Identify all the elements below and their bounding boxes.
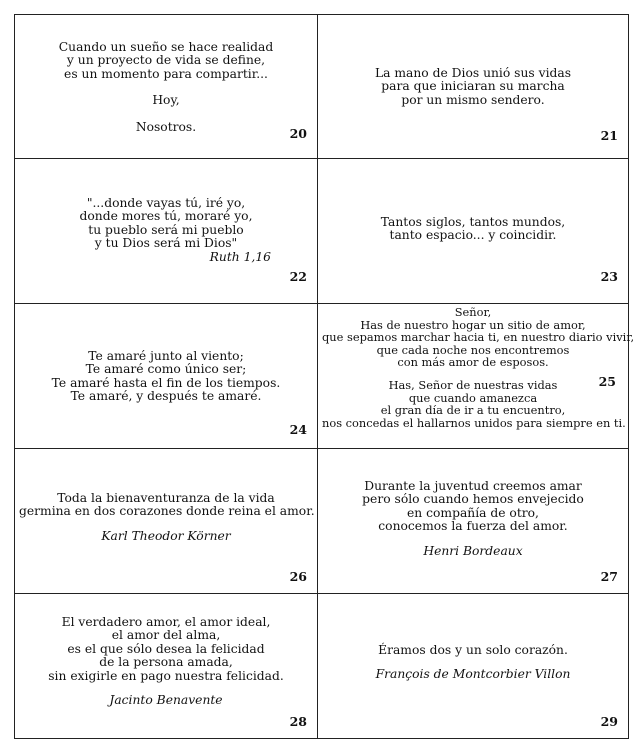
card-27-text bbox=[326, 480, 620, 558]
card-text-line: por un mismo sendero. bbox=[401, 92, 545, 107]
card-text-line: donde mores tú, moraré yo, bbox=[79, 209, 253, 224]
card-text-line: La mano de Dios unió sus vidas bbox=[374, 66, 572, 80]
card-23-text bbox=[326, 216, 620, 243]
card-number: 22 bbox=[289, 269, 307, 284]
card-number: 25 bbox=[598, 374, 616, 389]
card-text-line: es un momento para compartir... bbox=[64, 66, 268, 81]
card-number: 21 bbox=[600, 128, 618, 143]
card-text-line: Éramos dos y un solo corazón. bbox=[378, 643, 568, 657]
card-text-line: Te amaré, y después te amaré. bbox=[70, 389, 262, 404]
card-text-line: Durante la juventud creemos amar bbox=[364, 479, 582, 493]
card-23 bbox=[318, 159, 629, 304]
card-22-text bbox=[23, 197, 309, 264]
card-27 bbox=[318, 449, 629, 594]
quote-author: François de Montcorbier Villon bbox=[375, 667, 571, 682]
card-24-text bbox=[23, 350, 309, 404]
quote-author: Henri Bordeaux bbox=[423, 543, 523, 558]
card-text-line: Hoy, bbox=[152, 93, 180, 108]
card-text-line: es el que sólo desea la felicidad bbox=[67, 641, 265, 656]
card-text-line: que cada noche nos encontremos bbox=[376, 342, 570, 357]
card-text-line: de la persona amada, bbox=[99, 655, 233, 670]
card-text-line: "...donde vayas tú, iré yo, bbox=[86, 196, 246, 210]
card-26-text bbox=[19, 492, 313, 543]
quote-author: Karl Theodor Körner bbox=[101, 528, 231, 543]
card-29 bbox=[318, 594, 629, 739]
card-text-line: para que iniciaran su marcha bbox=[381, 79, 565, 94]
card-text-line: El verdadero amor, el amor ideal, bbox=[61, 615, 271, 629]
card-text-line: Te amaré junto al viento; bbox=[88, 349, 244, 363]
card-20 bbox=[14, 14, 318, 159]
card-25 bbox=[318, 304, 635, 449]
card-text-line: que sepamos marchar hacia ti, en nuestro diario vivir, bbox=[322, 330, 635, 345]
card-text-line: el gran día de ir a tu encuentro, bbox=[380, 403, 566, 418]
card-number: 24 bbox=[289, 422, 307, 437]
card-22 bbox=[14, 159, 318, 304]
card-text-line: conocemos la fuerza del amor. bbox=[378, 519, 568, 534]
card-text-line: Has, Señor de nuestras vidas bbox=[388, 377, 558, 392]
card-text-line: y tu Dios será mi Dios" bbox=[94, 236, 238, 251]
card-text-line: Tantos siglos, tantos mundos, bbox=[380, 215, 566, 229]
card-text-line: que cuando amanezca bbox=[408, 390, 538, 405]
card-text-line: Cuando un sueño se hace realidad bbox=[58, 40, 274, 54]
card-29-text bbox=[326, 644, 620, 682]
card-text-line: y un proyecto de vida se define, bbox=[66, 53, 266, 68]
card-text-line: nos concedas el hallarnos unidos para siempre en ti. bbox=[322, 415, 626, 430]
cards-grid bbox=[14, 14, 635, 739]
quote-author: Jacinto Benavente bbox=[109, 693, 223, 708]
card-number: 23 bbox=[600, 269, 618, 284]
card-20-text bbox=[23, 41, 309, 134]
card-text-line: Nosotros. bbox=[135, 119, 197, 134]
card-text-line: pero sólo cuando hemos envejecido bbox=[362, 492, 584, 507]
card-text-line: Toda la bienaventuranza de la vida bbox=[57, 491, 275, 505]
card-28 bbox=[14, 594, 318, 739]
card-number: 29 bbox=[600, 714, 618, 729]
card-number: 26 bbox=[289, 569, 307, 584]
line-gap bbox=[326, 534, 620, 545]
card-21 bbox=[318, 14, 629, 159]
card-number: 28 bbox=[289, 714, 307, 729]
card-text-line: Te amaré como único ser; bbox=[85, 362, 247, 377]
card-text-line: Has de nuestro hogar un sitio de amor, bbox=[360, 317, 586, 332]
card-28-text bbox=[23, 616, 309, 707]
card-text-line: Señor, bbox=[454, 305, 492, 319]
card-number: 20 bbox=[289, 126, 307, 141]
card-text-line: tu pueblo será mi pueblo bbox=[88, 222, 244, 237]
card-text-line: en compañía de otro, bbox=[407, 505, 539, 520]
card-24 bbox=[14, 304, 318, 449]
bible-reference: Ruth 1,16 bbox=[209, 249, 271, 264]
card-text-line: con más amor de esposos. bbox=[397, 355, 549, 370]
card-26 bbox=[14, 449, 318, 594]
card-text-line: germina en dos corazones donde reina el amor. bbox=[19, 504, 315, 519]
card-text-line: Te amaré hasta el fin de los tiempos. bbox=[51, 375, 281, 390]
card-21-text bbox=[326, 67, 620, 107]
card-number: 27 bbox=[600, 569, 618, 584]
card-25-text bbox=[322, 305, 635, 430]
card-text-line: el amor del alma, bbox=[111, 628, 221, 643]
card-text-line: sin exigirle en pago nuestra felicidad. bbox=[48, 668, 284, 683]
line-gap bbox=[23, 108, 309, 121]
card-text-line: tanto espacio... y coincidir. bbox=[389, 228, 557, 243]
